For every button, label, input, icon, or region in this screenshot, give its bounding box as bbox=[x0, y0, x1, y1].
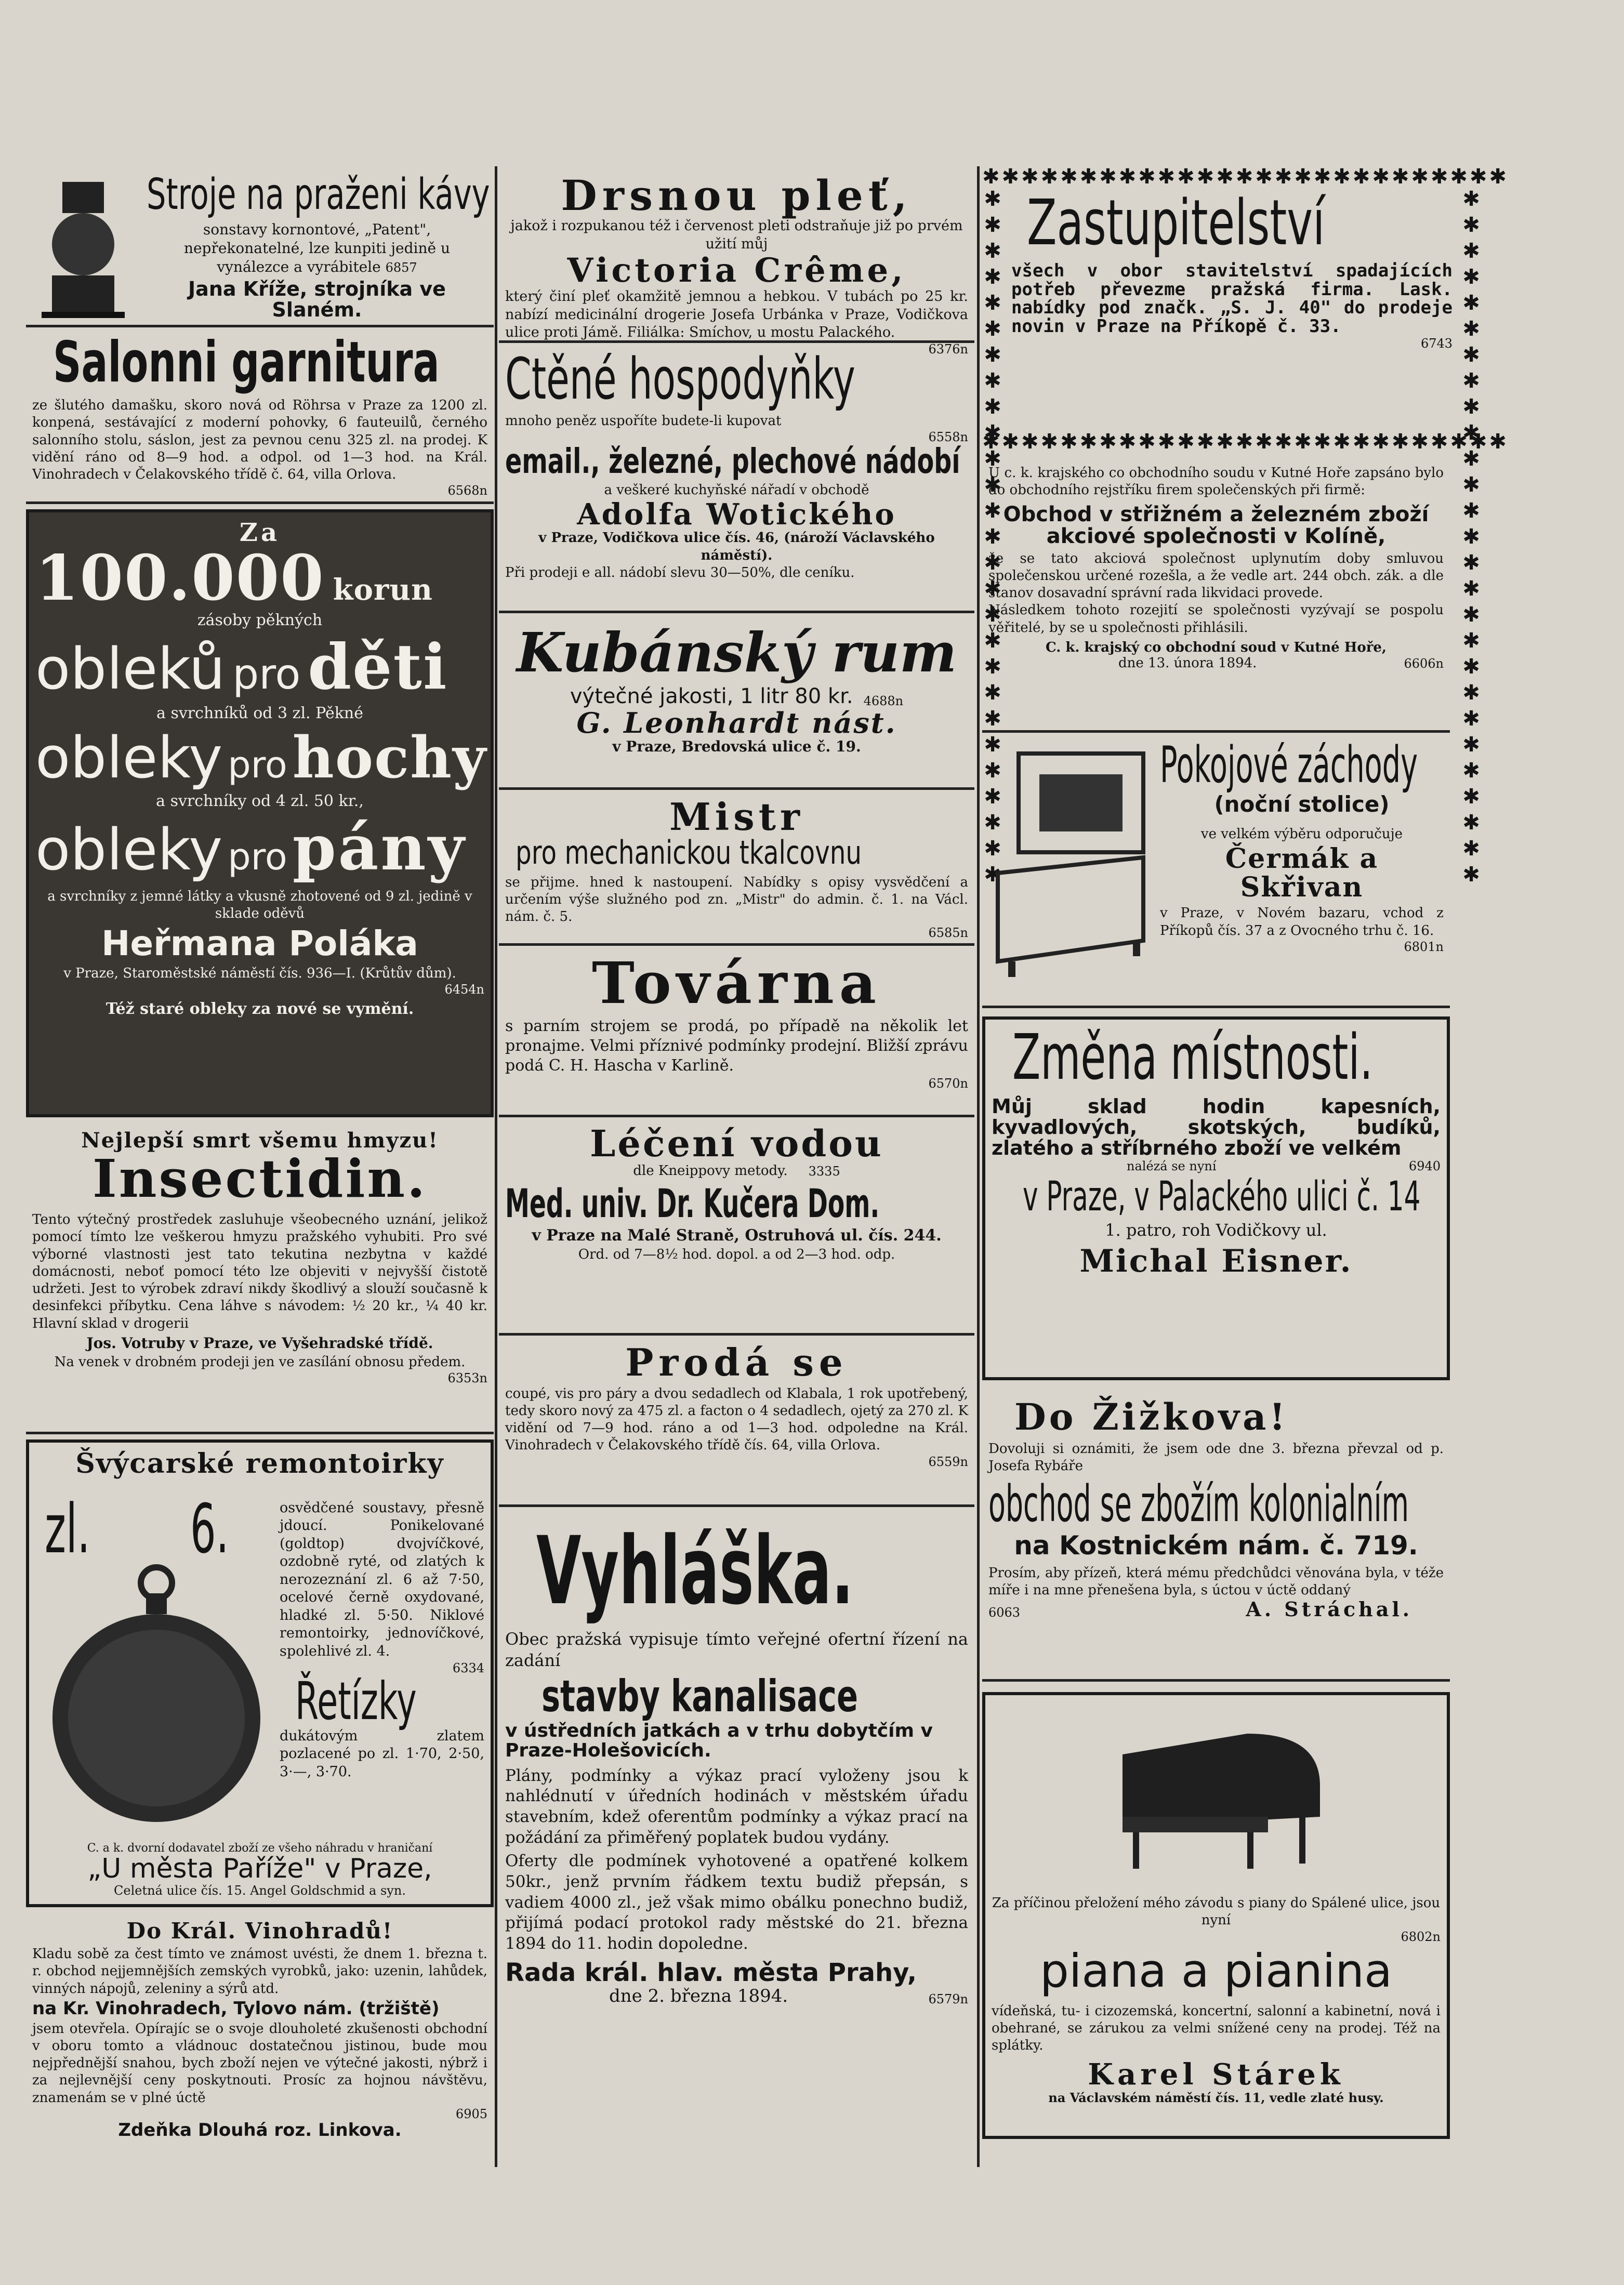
polak-line1-c: děti bbox=[308, 630, 448, 704]
zachody-sub: (noční stolice) bbox=[1214, 791, 1390, 817]
rum-title: Kubánský rum bbox=[516, 620, 957, 684]
polak-text: a svrchníky z jemné látky a vkusně zhotovené od 9 zl. jedině v sklade oděvů bbox=[47, 888, 472, 922]
soud-text1: U c. k. krajského co obchodního soudu v Kutné Hoře zapsáno bylo do obchodního rejstříku firem společenských při firmě: bbox=[988, 465, 1444, 498]
dlouha-text1: Kladu sobě za čest tímto ve známost uvésti, že dnem 1. března t. r. obchod nejjemnějších zemských vyrobků, jako: uzenin, lahůdek, vinných nápojů, zeleniny a sýrů atd. bbox=[32, 1946, 487, 1997]
border-stars-bottom: ✱✱✱✱✱✱✱✱✱✱✱✱✱✱✱✱✱✱✱✱✱✱✱✱✱✱✱ bbox=[982, 430, 1509, 454]
pocket-watch-icon bbox=[45, 1562, 268, 1822]
polak-line1-a: obleků bbox=[35, 636, 226, 703]
zachody-text1: ve velkém výběru odporučuje bbox=[1200, 826, 1403, 842]
insect-title: Insectidin. bbox=[93, 1148, 427, 1209]
hospodynky-note: Při prodeji e all. nádobí slevu 30—50%, dle ceníku. bbox=[505, 564, 855, 580]
polak-amount: 100.000 bbox=[35, 541, 325, 615]
salon-ad-number: 6568n bbox=[447, 483, 487, 498]
zizkov-ad-number: 6063 bbox=[988, 1605, 1021, 1620]
ad-insectidin bbox=[26, 1122, 494, 1434]
ad-dlouha-shop bbox=[26, 1912, 494, 2203]
salon-title: Salonni garnitura bbox=[53, 330, 440, 395]
soud-date: dne 13. února 1894. bbox=[1118, 655, 1257, 671]
soud-text2: že se tato akciová společnost uplynutím doby smluvou společenskou určené rozešla, a že vedle art. 244 obch. zák. a dle stanov dosavadní správní rada likvidaci provede. bbox=[988, 550, 1444, 601]
watch-address: Celetná ulice čís. 15. Angel Goldschmid a syn. bbox=[114, 1883, 406, 1898]
mistr-sub: pro mechanickou tkalcovnu bbox=[516, 833, 862, 871]
polak-ad-number: 6454n bbox=[444, 982, 484, 997]
ad-victoria-creme bbox=[499, 166, 974, 356]
zmena-address: v Praze, v Palackého ulici č. 14 bbox=[1023, 1173, 1421, 1220]
vyhlaska-text3: Plány, podmínky a výkaz prací vyloženy jsou k nahlédnutí v úředních hodinách v městském úřadu stavebním, kdež oferentům podmínky a výkaz prací na požádání za přiměřený poplatek budou vydány. bbox=[505, 1766, 968, 1847]
ad-court-notice bbox=[982, 457, 1450, 733]
ad-kubansky-rum bbox=[499, 613, 974, 790]
vyhlaska-title: Vyhláška. bbox=[536, 1517, 854, 1626]
coffee-roaster-icon bbox=[31, 171, 135, 322]
ad-piano bbox=[982, 1692, 1450, 2139]
column-left bbox=[26, 166, 494, 2203]
zachody-text2: v Praze, v Novém bazaru, vchod z Příkopů čís. 37 a z Ovocného trhu č. 16. bbox=[1160, 905, 1444, 939]
victoria-text2: který činí pleť okamžitě jemnou a hebkou. V tubách po 25 kr. nabízí medicinální drogerie Josefa Urbánka v Praze, Vodičkova ulice proti Jámě. Filiálka: Smíchov, u mostu Palackého. bbox=[505, 288, 968, 341]
proda-text: coupé, vis pro páry a dvou sedadlech od Klabala, 1 rok upotřebený, tedy skoro nový za 475 zl. a facton o 4 sedadlech, ojetý za 270 zl. K vidění od 7—9 hod. ráno a od 1—3 hod. odpoledne na Král. Vinohradech v Čelakovského třídě čís. 64, villa Orlova. bbox=[505, 1385, 968, 1454]
ad-zmena-mistnosti bbox=[982, 1016, 1450, 1380]
piano-address: na Václavském náměstí čís. 11, vedle zlaté husy. bbox=[1048, 2090, 1384, 2106]
zachody-ad-number: 6801n bbox=[1404, 939, 1444, 954]
watch-shop: „U města Paříže" v Praze, bbox=[87, 1853, 432, 1885]
ad-watches bbox=[26, 1439, 494, 1907]
polak-zasoby: zásoby pěkných bbox=[197, 611, 323, 630]
border-stars-left: ✱✱✱✱✱✱✱✱✱✱✱✱✱✱✱✱✱✱✱✱✱✱✱✱✱✱✱ bbox=[981, 187, 1005, 889]
watch-title: Švýcarské remontoirky bbox=[75, 1448, 444, 1480]
hospodynky-name: Adolfa Wotického bbox=[577, 497, 896, 532]
border-stars-top: ✱✱✱✱✱✱✱✱✱✱✱✱✱✱✱✱✱✱✱✱✱✱✱✱✱✱✱ bbox=[982, 165, 1509, 189]
polak-line3-b: pro bbox=[228, 835, 287, 878]
insect-headline: Nejlepší smrt všemu hmyzu! bbox=[81, 1128, 439, 1153]
vyhlaska-text1: Obec pražská vypisuje tímto veřejné ofertní řízení na zadání bbox=[505, 1629, 968, 1670]
chains-title: Řetízky bbox=[295, 1670, 417, 1732]
ad-leceni-vodou bbox=[499, 1117, 974, 1336]
soud-firm: Obchod v střižném a železném zboží akciové společnosti v Kolíně, bbox=[1003, 502, 1429, 548]
hospodynky-title: Ctěné hospodyňky bbox=[505, 346, 855, 412]
victoria-title: Drsnou pleť, bbox=[561, 171, 913, 220]
polak-svrchniku: a svrchníků od 3 zl. Pěkné bbox=[156, 704, 363, 723]
zizkov-place: na Kostnickém nám. č. 719. bbox=[1014, 1530, 1418, 1561]
rum-text: výtečné jakosti, 1 litr 80 kr. bbox=[570, 684, 853, 708]
victoria-text1: jakož i rozpukanou též i červenost pleti odstraňuje již po prvém užití můj bbox=[510, 218, 963, 252]
zachody-name: Čermák a Skřivan bbox=[1225, 843, 1379, 903]
dlouha-ad-number: 6905 bbox=[455, 2106, 487, 2121]
zmena-name: Michal Eisner. bbox=[1079, 1243, 1353, 1279]
column-rule-2 bbox=[977, 166, 980, 2167]
watch-text: osvědčené soustavy, přesně jdoucí. Ponikelované (goldtop) dvojvíčkové, ozdobně ryté, od zlatých k nerozeznání zl. 6 až 7·50, ocelové černě oxydované, hladké zl. 5·50. Niklové remontoirky, jednovíčkové, spolehlivé zl. 4. bbox=[280, 1499, 484, 1659]
tovarna-title: Továrna bbox=[592, 949, 881, 1016]
tovarna-text: s parním strojem se prodá, po případě na několik let pronajme. Velmi příznivé podmínky prodejní. Bližší zprávu podá C. H. Hascha v Karlině. bbox=[505, 1016, 968, 1075]
coffee-description: sonstavy kornontové, „Patent", nepřekonatelné, lze kunpiti jedině u vynálezce a vyrábitele bbox=[183, 221, 451, 275]
zastup-ad-number: 6743 bbox=[1420, 336, 1453, 351]
zmena-text: Můj sklad hodin kapesních, kyvadlových, skotských, budíků, zlatého a stříbrného zboží ve velkém bbox=[992, 1095, 1441, 1159]
hospodynky-text1: mnoho peněz uspoříte budete-li kupovat bbox=[505, 413, 782, 429]
vyhlaska-title2: stavby kanalisace bbox=[542, 1670, 858, 1722]
grand-piano-icon bbox=[992, 1702, 1441, 1890]
column-rule-1 bbox=[495, 166, 497, 2167]
ad-proda-se bbox=[499, 1336, 974, 1507]
polak-line2-a: obleky bbox=[35, 724, 223, 791]
victoria-ad-number: 6376n bbox=[928, 341, 968, 356]
piano-name: Karel Stárek bbox=[1088, 2057, 1344, 2092]
soud-ad-number: 6606n bbox=[1404, 656, 1444, 671]
ad-mistr bbox=[499, 790, 974, 946]
hospodynky-address: v Praze, Vodičkova ulice čís. 46, (nároží Václavského náměstí). bbox=[538, 530, 935, 563]
leceni-sub: dle Kneippovy metody. bbox=[633, 1163, 788, 1179]
watch-price-prefix: zl. bbox=[45, 1489, 90, 1568]
ad-polak-clothing bbox=[26, 509, 494, 1117]
salon-text: ze šlutého damašku, skoro nová od Röhrsa v Praze za 1200 zl. konpená, sestávající z moderní pohovky, 6 fauteuilů, černého salonního stolu, sáslon, jest za pevnou cenu 325 zl. na prodej. K vidění ráno od 8—9 hod. a odpol. od 1—3 hod. na Král. Vinohradech v Čelakovského třídě č. 64, villa Orlova. bbox=[32, 398, 487, 483]
leceni-doctor: Med. univ. Dr. Kučera Dom. bbox=[505, 1180, 880, 1226]
insect-text: Tento výtečný prostředek zasluhuje všeobecného uznání, jelikož pomocí tímto lze veškerou hmyzu pražského vyhubiti. Pro své výborné vlastnosti jest tato tekutina nezbytna v každé domácnosti, neboť pomocí této lze objeviti v nejvyšší čistotě udržeti. Jest to výrobek zdraví nikdy škodlivý a slouží současně k desinfekci příbytku. Cena láhve s návodem: ⅟₂ 20 kr., ⅟₄ 40 kr. Hlavní sklad v drogerii bbox=[32, 1212, 487, 1331]
vyhlaska-text4: Oferty dle podmínek vyhotovené a opatřené kolkem 50kr., jenž prvním řádkem textu budiž přepsán, s vadiem 4000 zl., jež však mimo obálku ponechno budiž, přijímá podací protokol rady městské do 21. března 1894 do 11. hodin dopoledne. bbox=[505, 1852, 968, 1953]
piano-text1: Za příčinou přeložení mého závodu s piany do Spálené ulice, jsou nyní bbox=[992, 1895, 1441, 1929]
victoria-brand: Victoria Crême, bbox=[567, 251, 906, 290]
ad-zizkov bbox=[982, 1391, 1450, 1682]
commode-icon bbox=[987, 743, 1154, 982]
soud-court: C. k. krajský co obchodní soud v Kutné Hoře, bbox=[1046, 639, 1387, 655]
leceni-ad-number: 3335 bbox=[808, 1164, 840, 1179]
zastup-text: všech v obor stavitelství spadajících potřeb převezme pražská firma. Lask. nabídky pod značk. „S. J. 40" do prodeje novin v Praze na Příkopě č. 33. bbox=[1011, 260, 1453, 337]
zachody-title: Pokojové záchody bbox=[1160, 736, 1418, 794]
zizkov-title2: obchod se zbožím kolonialním bbox=[988, 1475, 1409, 1534]
column-middle bbox=[499, 166, 974, 2053]
ad-coffee-roasters bbox=[26, 166, 494, 327]
hospodynky-text2: a veškeré kuchyňské nářadí v obchodě bbox=[604, 482, 869, 498]
coffee-title: Stroje na praženi kávy bbox=[147, 170, 490, 219]
leceni-hours: Ord. od 7—8½ hod. dopol. a od 2—3 hod. odp. bbox=[578, 1246, 895, 1262]
polak-address: v Praze, Staroměstské náměstí čís. 936—I. (Krůtův dům). bbox=[63, 965, 456, 981]
zizkov-title: Do Žižkova! bbox=[1014, 1395, 1289, 1438]
vyhlaska-ad-number: 6579n bbox=[928, 1991, 968, 2006]
coffee-ad-number: 6857 bbox=[385, 260, 417, 275]
polak-svrchniky: a svrchníky od 4 zl. 50 kr., bbox=[156, 791, 364, 810]
polak-line3-c: pány bbox=[292, 811, 467, 884]
polak-korun: korun bbox=[333, 573, 433, 607]
ad-zachody bbox=[982, 733, 1450, 1008]
piano-title: piana a pianina bbox=[1040, 1944, 1392, 1998]
leceni-address: v Praze na Malé Straně, Ostruhová ul. čís. 244. bbox=[532, 1226, 942, 1245]
rum-address: v Praze, Bredovská ulice č. 19. bbox=[612, 737, 861, 755]
zmena-ad-number: 6940 bbox=[1408, 1158, 1441, 1173]
ad-tovarna bbox=[499, 946, 974, 1117]
hospodynky-ad-number: 6558n bbox=[928, 430, 968, 445]
ad-salon-furniture bbox=[26, 327, 494, 504]
insect-ad-number: 6353n bbox=[447, 1371, 487, 1386]
rum-ad-number: 4688n bbox=[863, 694, 904, 708]
mistr-ad-number: 6585n bbox=[928, 926, 968, 941]
insect-tail: Na venek v drobném prodeji jen ve zasílání obnosu předem. bbox=[54, 1354, 466, 1370]
chains-text: dukátovým zlatem pozlacené po zl. 1·70, 2·50, 3·—, 3·70. bbox=[280, 1727, 484, 1780]
vyhlaska-signature: Rada král. hlav. města Prahy, bbox=[505, 1958, 917, 1987]
coffee-text bbox=[147, 220, 487, 276]
piano-text2: vídeňská, tu- i cizozemská, koncertní, salonní a kabinetní, nová i obehrané, se zárukou za velmi snížené ceny na prodej. Též na splátky. bbox=[992, 2003, 1441, 2054]
mistr-text: se přijme. hned k nastoupení. Nabídky s opisy vysvědčení a určením výše služného pod zn. „Mistr" do admin. č. 1. na Václ. nám. č. 5. bbox=[505, 874, 968, 925]
dlouha-title: Do Král. Vinohradů! bbox=[126, 1918, 393, 1944]
polak-line2-c: hochy bbox=[292, 724, 487, 791]
polak-line3-a: obleky bbox=[35, 816, 223, 883]
zizkov-signature: A. Stráchal. bbox=[1246, 1597, 1412, 1621]
soud-text3: Následkem tohoto rozejití se společnosti vyzývají se pospolu věřitelé, by se u společnosti přihlásili. bbox=[988, 602, 1444, 636]
rum-name: G. Leonhardt nást. bbox=[576, 706, 897, 739]
insect-maker: Jos. Votruby v Praze, ve Vyšehradské třídě. bbox=[86, 1334, 433, 1352]
border-stars-right: ✱✱✱✱✱✱✱✱✱✱✱✱✱✱✱✱✱✱✱✱✱✱✱✱✱✱✱ bbox=[1459, 187, 1484, 889]
leceni-title: Léčení vodou bbox=[590, 1122, 883, 1165]
zmena-floor: 1. patro, roh Vodičkovy ul. bbox=[1105, 1220, 1327, 1240]
watch-note: C. a k. dvorní dodavatel zboží ze všeho náhradu v hraničaní bbox=[87, 1842, 433, 1855]
coffee-maker: Jana Kříže, strojníka ve Slaném. bbox=[188, 278, 446, 322]
vyhlaska-text2: v ústředních jatkách a v trhu dobytčím v Praze-Holešovicích. bbox=[505, 1720, 933, 1761]
hospodynky-title2: email., železné, plechové nádobí bbox=[505, 441, 960, 482]
proda-title: Prodá se bbox=[625, 1340, 848, 1384]
tovarna-ad-number: 6570n bbox=[928, 1076, 968, 1091]
piano-ad-number: 6802n bbox=[1401, 1929, 1441, 1944]
zastup-title: Zastupitelství bbox=[1027, 187, 1325, 259]
dlouha-text2: jsem otevřela. Opírajíc se o svoje dlouholeté zkušenosti obchodní v oboru tomto a vládnouc dostatečnou jistinou, bude mou nejpřednější snahou, bych zboží nejen ve výtečné jakosti, nýbrž i za nejlevnější ceny poskytnouti. Prosíc za hojnou návštěvu, znamenám se v plné úctě bbox=[32, 2020, 487, 2106]
polak-name: Heřmana Poláka bbox=[101, 923, 418, 964]
watch-price: 6. bbox=[190, 1489, 229, 1568]
column-right bbox=[981, 165, 1509, 2144]
ad-vyhlaska bbox=[499, 1507, 974, 2053]
ad-hospodynky bbox=[499, 343, 974, 613]
watch-ad-number: 6334 bbox=[452, 1660, 484, 1675]
zmena-nalezi: nalézá se nyní bbox=[1127, 1158, 1217, 1173]
zizkov-text2: Prosím, aby přízeň, která mému předchůdci věnována byla, v téže míře i na mne přenešena byla, s úctou v úctě oddaný bbox=[988, 1565, 1444, 1598]
dlouha-signature: Zdeňka Dlouhá roz. Linkova. bbox=[118, 2119, 402, 2141]
dlouha-place: na Kr. Vinohradech, Tylovo nám. (tržiště) bbox=[32, 1998, 440, 2019]
mistr-title: Mistr bbox=[669, 795, 804, 839]
polak-footer: Též staré obleky za nové se vymění. bbox=[105, 999, 414, 1018]
zizkov-text1: Dovoluji si oznámiti, že jsem ode dne 3. března převzal od p. Josefa Rybáře bbox=[988, 1441, 1444, 1474]
polak-line2-b: pro bbox=[228, 744, 287, 787]
zmena-title: Změna místnosti. bbox=[1012, 1022, 1373, 1094]
proda-ad-number: 6559n bbox=[928, 1454, 968, 1469]
polak-line1-b: pro bbox=[232, 650, 301, 699]
polak-za: Za bbox=[239, 518, 281, 547]
vyhlaska-date: dne 2. března 1894. bbox=[609, 1985, 788, 2006]
